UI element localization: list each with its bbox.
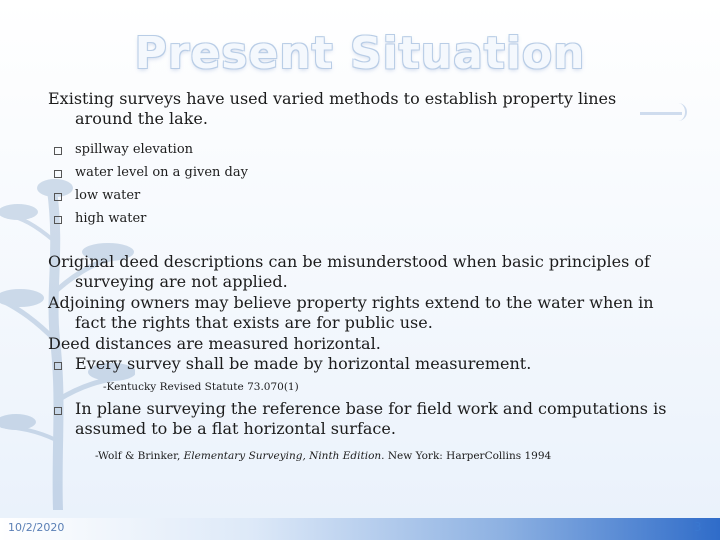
intro-paragraph: Existing surveys have used varied methods to establish property lines around the lake. [48,89,617,129]
owners-paragraph: Adjoining owners may believe property rights extend to the water when in fact the rights that exists are for public use. [48,292,654,333]
deed-paragraph: Original deed descriptions can be misunderstood when basic principles of surveying are not applied. [48,251,650,292]
square-bullet-icon [54,362,62,370]
square-bullet-icon [54,147,62,155]
list-item [48,354,668,374]
list-item [48,161,668,184]
plane-surveying-text: In plane surveying the reference base for field work and computations is assumed to be a flat horizontal surface. [75,398,667,439]
title-accent-arc [675,103,687,121]
list-item [48,207,668,230]
square-bullet-icon [54,407,62,415]
citation-authors: -Wolf & Brinker, [95,449,184,462]
slide-title: Present Situation [134,28,586,79]
method-label: high water [75,210,147,226]
method-label: water level on a given day [75,164,248,180]
distances-paragraph: Deed distances are measured horizontal. [48,333,381,353]
slide-body [48,89,668,462]
square-bullet-icon [54,216,62,224]
list-item [48,138,668,161]
footer-bar [0,518,720,540]
list-item [48,399,668,440]
list-item [48,184,668,207]
method-label: spillway elevation [75,141,194,157]
page-number: 3 [694,520,702,534]
wolf-brinker-citation [95,450,668,462]
horizontal-measurement-text: Every survey shall be made by horizontal measurement. [75,354,532,374]
footer-date: 10/2/2020 [8,521,65,534]
citation-publisher: New York: HarperCollins 1994 [384,449,552,462]
survey-methods-list [48,138,668,230]
kentucky-citation: -Kentucky Revised Statute 73.070(1) [103,380,299,393]
method-label: low water [75,187,141,203]
square-bullet-icon [54,193,62,201]
square-bullet-icon [54,170,62,178]
citation-book-title: Elementary Surveying, Ninth Edition. [183,449,385,462]
